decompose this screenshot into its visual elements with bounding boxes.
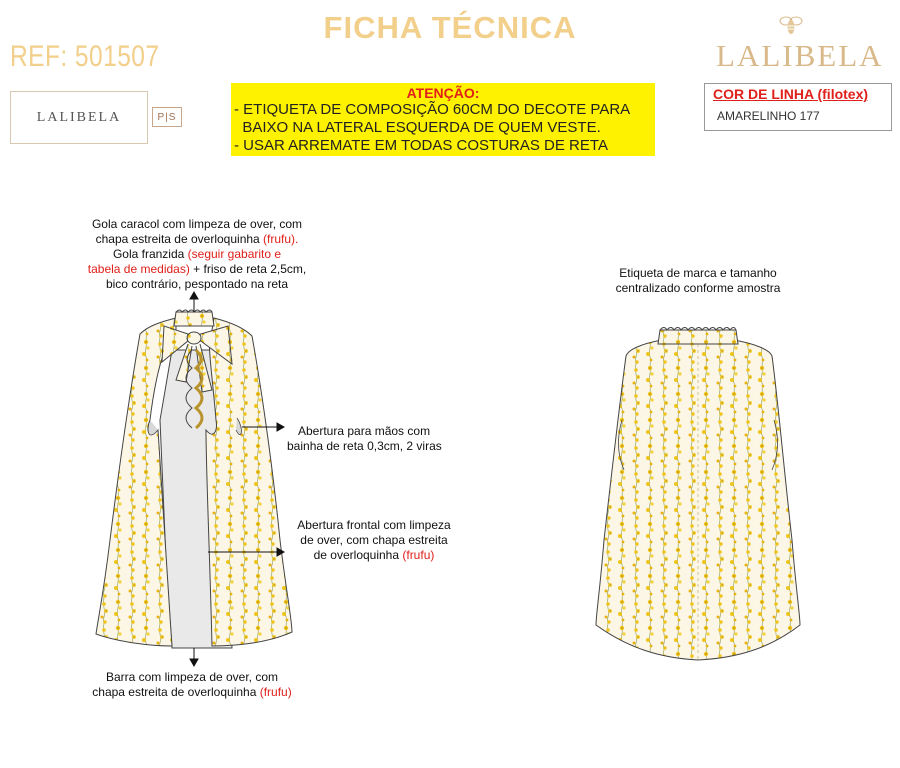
hem-note-line: chapa estreita de overloquinha (frufu) [92,685,292,699]
brand-logo: LALIBELA [716,38,884,73]
front-note-line: de over, com chapa estreita [300,533,448,547]
attention-line-1: - ETIQUETA DE COMPOSIÇÃO 60CM DO DECOTE PARA [234,101,631,118]
hem-note-line: Barra com limpeza de over, com [105,670,279,684]
label-note-line: Etiqueta de marca e tamanho [619,266,777,280]
collar-note-line: tabela de medidas) + friso de reta 2,5cm, [87,262,307,276]
collar-note-line: chapa estreita de overloquinha (frufu). [95,232,299,246]
thread-color-title: COR DE LINHA (filotex) [713,86,869,102]
logo-tag: P|S [152,107,182,127]
front-cape-drawing [96,310,292,648]
thread-color-value: AMARELINHO 177 [717,109,820,123]
reference-number: REF: 501507 [10,40,160,73]
hands-note-line: bainha de reta 0,3cm, 2 viras [287,439,442,453]
front-note-line: de overloquinha (frufu) [313,548,435,562]
collar-note-line: Gola franzida (seguir gabarito e [112,247,282,261]
collar-note-line: bico contrário, pespontado na reta [105,277,289,291]
back-cape-drawing [596,328,800,661]
page-title: FICHA TÉCNICA [323,10,577,45]
collar-note-line: Gola caracol com limpeza de over, com [91,217,303,231]
attention-title: ATENÇÃO: [406,85,480,101]
logo-text: LALIBELA [36,109,122,125]
hands-note-line: Abertura para mãos com [298,424,431,438]
attention-line-2: BAIXO NA LATERAL ESQUERDA DE QUEM VESTE. [234,119,601,136]
front-note-line: Abertura frontal com limpeza [297,518,451,532]
label-note-line: centralizado conforme amostra [615,281,781,295]
attention-line-3: - USAR ARREMATE EM TODAS COSTURAS DE RETA [234,137,608,154]
